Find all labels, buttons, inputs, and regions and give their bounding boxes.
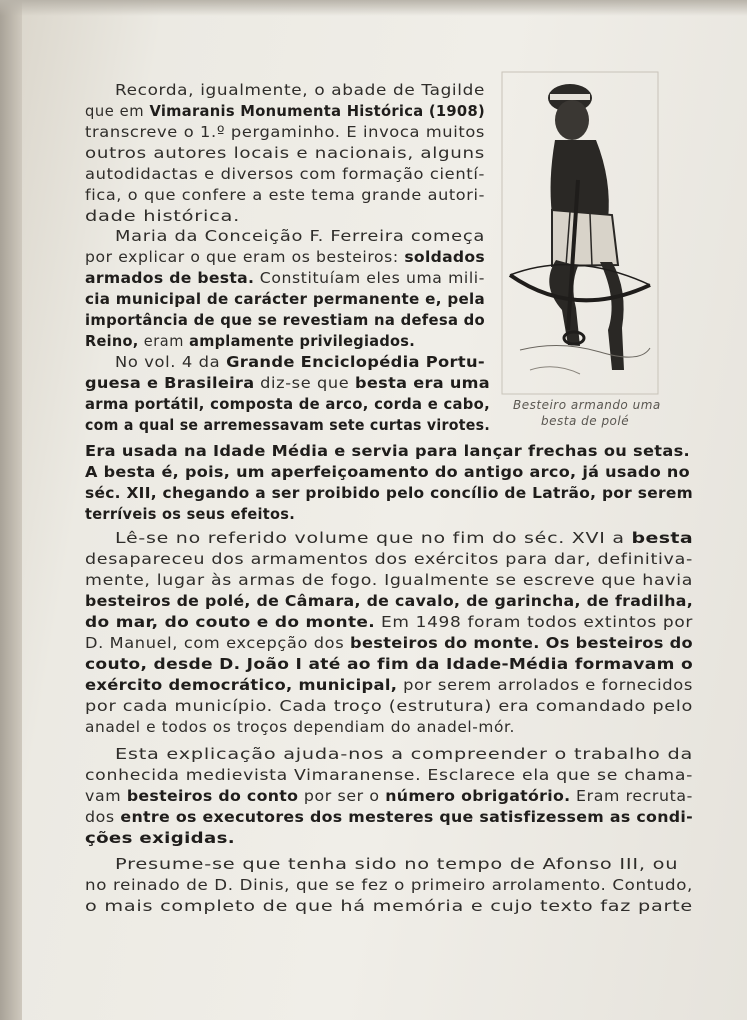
- bold-text: soldados: [404, 248, 485, 266]
- text-line: [85, 164, 485, 184]
- bold-text: besteiros de polé, de Câmara, de cavalo, de garincha, de fradilha,: [85, 592, 693, 610]
- text-run: o mais completo de que há memória e cujo texto faz parte: [85, 897, 693, 915]
- bold-text: besteiros do conto: [126, 787, 299, 805]
- text-line: [115, 226, 485, 246]
- bold-text: amplamente privilegiados.: [189, 332, 415, 350]
- text-run: diz-se que: [254, 374, 356, 392]
- bold-text: exército democrático, municipal,: [85, 676, 398, 694]
- text-run: autodidactas e diversos com formação cientí-: [85, 165, 485, 183]
- text-run: Eram recruta-: [570, 787, 693, 805]
- text-run: Maria da Conceição F. Ferreira começa: [115, 227, 485, 245]
- text-run: por serem arrolados e fornecidos: [397, 676, 693, 694]
- text-line: [85, 786, 693, 806]
- text-line: [85, 206, 240, 226]
- text-line: [85, 441, 690, 461]
- bold-text: com a qual se arremessavam sete curtas virotes.: [85, 416, 490, 434]
- text-run: Em 1498 foram todos extintos por: [375, 613, 693, 631]
- text-run: desapareceu dos armamentos dos exércitos para dar, definitiva-: [85, 550, 693, 568]
- text-line: [85, 504, 295, 524]
- bold-text: do mar, do couto e do monte.: [85, 613, 376, 631]
- text-line: [85, 807, 693, 827]
- bold-text: armados de besta.: [85, 269, 255, 287]
- text-run: por cada município. Cada troço (estrutura) era comandado pelo: [85, 697, 693, 715]
- bold-text: número obrigatório.: [385, 787, 571, 805]
- bold-text: arma portátil, composta de arco, corda e cabo,: [85, 395, 490, 413]
- bold-text: terríveis os seus efeitos.: [85, 505, 295, 523]
- bold-text: A besta é, pois, um aperfeiçoamento do antigo arco, já usado no: [85, 463, 690, 481]
- text-line: [115, 528, 693, 548]
- text-line: [85, 875, 693, 895]
- text-run: Presume-se que tenha sido no tempo de Afonso III, ou: [115, 855, 679, 873]
- text-run: Recorda, igualmente, o abade de Tagilde: [115, 81, 485, 99]
- text-line: [115, 80, 485, 100]
- text-line: [85, 828, 235, 848]
- text-run: eram: [138, 332, 190, 350]
- text-line: [85, 289, 485, 309]
- text-run: por ser o: [298, 787, 386, 805]
- text-line: [85, 483, 693, 503]
- bold-text: séc. XII, chegando a ser proibido pelo concílio de Latrão, por serem: [85, 484, 693, 502]
- text-line: [85, 765, 693, 785]
- text-run: dade histórica.: [85, 207, 241, 225]
- text-line: [85, 101, 485, 121]
- text-line: [85, 185, 485, 205]
- text-line: [85, 394, 490, 414]
- bold-text: besta: [631, 529, 693, 547]
- text-line: [85, 122, 485, 142]
- text-run: conhecida medievista Vimaranense. Esclarece ela que se chama-: [85, 766, 693, 784]
- text-run: que em: [85, 102, 150, 120]
- text-line: [85, 570, 693, 590]
- text-run: transcreve o 1.º pergaminho. E invoca muitos: [85, 123, 485, 141]
- page-top-edge: [0, 0, 747, 16]
- text-line: [85, 717, 515, 737]
- bold-text: Era usada na Idade Média e servia para lançar frechas ou setas.: [85, 442, 691, 460]
- text-line: [85, 612, 693, 632]
- text-line: [85, 247, 485, 267]
- text-run: por explicar o que eram os besteiros:: [85, 248, 405, 266]
- bold-text: couto, desde D. João I até ao fim da Idade-Média formavam o: [85, 655, 693, 673]
- text-line: [85, 696, 693, 716]
- bold-text: guesa e Brasileira: [85, 374, 255, 392]
- text-run: outros autores locais e nacionais, alguns: [85, 144, 485, 162]
- bold-text: Grande Enciclopédia Portu-: [226, 353, 486, 371]
- text-run: fica, o que confere a este tema grande autori-: [85, 186, 485, 204]
- text-line: [85, 331, 415, 351]
- text-line: [85, 415, 490, 435]
- bold-text: besteiros do monte. Os besteiros do: [350, 634, 693, 652]
- book-spine-shadow: [0, 0, 22, 1020]
- bold-text: importância de que se revestiam na defesa do: [85, 311, 485, 329]
- text-line: [85, 633, 693, 653]
- text-line: [85, 654, 693, 674]
- text-run: dos: [85, 808, 121, 826]
- bold-text: Vimaranis Monumenta Histórica (1908): [149, 102, 486, 120]
- text-run: Esta explicação ajuda-nos a compreender o trabalho da: [115, 745, 693, 763]
- bold-text: ções exigidas.: [85, 829, 235, 847]
- text-line: [85, 462, 690, 482]
- text-line: [85, 675, 693, 695]
- text-run: Constituíam eles uma mili-: [254, 269, 485, 287]
- figure-caption-line-2: besta de polé: [541, 414, 630, 428]
- text-line: [85, 373, 490, 393]
- text-line: [115, 854, 678, 874]
- text-line: [85, 143, 485, 163]
- bold-text: Reino,: [85, 332, 139, 350]
- text-run: D. Manuel, com excepção dos: [85, 634, 351, 652]
- text-line: [85, 268, 485, 288]
- text-run: anadel e todos os troços dependiam do anadel-mór.: [85, 718, 515, 736]
- text-line: [85, 310, 485, 330]
- text-line: [115, 744, 693, 764]
- figure-caption-line-1: Besteiro armando uma: [513, 398, 661, 412]
- text-run: mente, lugar às armas de fogo. Igualmente se escreve que havia: [85, 571, 693, 589]
- text-line: [115, 352, 485, 372]
- bold-text: cia municipal de carácter permanente e, pela: [85, 290, 485, 308]
- crossbowman-illustration: [500, 70, 660, 400]
- text-run: Lê-se no referido volume que no fim do séc. XVI a: [115, 529, 632, 547]
- text-line: [85, 896, 693, 916]
- text-line: [85, 549, 693, 569]
- text-run: vam: [85, 787, 127, 805]
- bold-text: besta era uma: [355, 374, 490, 392]
- text-line: [85, 591, 693, 611]
- bold-text: entre os executores dos mesteres que satisfizessem as condi-: [120, 808, 694, 826]
- text-run: No vol. 4 da: [115, 353, 227, 371]
- text-run: no reinado de D. Dinis, que se fez o primeiro arrolamento. Contudo,: [85, 876, 693, 894]
